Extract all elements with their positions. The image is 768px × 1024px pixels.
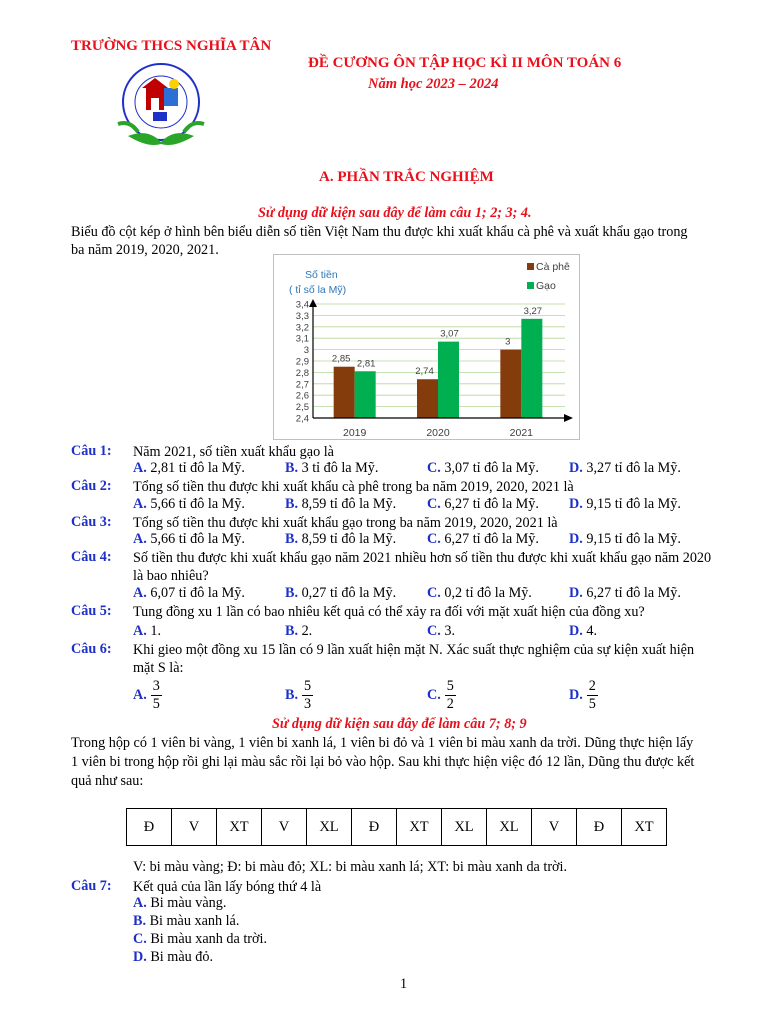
- question-5-option-b[interactable]: B. 2.: [285, 623, 313, 639]
- result-cell: V: [262, 809, 307, 846]
- instruction-2: Sử dụng dữ kiện sau đây để làm câu 7; 8; 9: [272, 716, 527, 732]
- fraction: $\frac{3}{5}$: [152, 678, 160, 712]
- question-4-option-c[interactable]: C. 0,2 tỉ đô la Mỹ.: [427, 585, 532, 601]
- fraction: $\frac{5}{2}$: [446, 678, 454, 712]
- question-6-option-c[interactable]: C. $\frac{5}{2}$: [427, 678, 454, 712]
- question-2-text: Tổng số tiền thu được khi xuất khẩu cà phê trong ba năm 2019, 2020, 2021 là: [133, 479, 574, 495]
- question-7-text: Kết quả của lần lấy bóng thứ 4 là: [133, 879, 322, 895]
- question-6-label: Câu 6:: [71, 641, 112, 657]
- result-cell: XT: [397, 809, 442, 846]
- x-tick-label: 2020: [426, 427, 450, 439]
- intro-1-line-2: ba năm 2019, 2020, 2021.: [71, 242, 219, 258]
- question-5-text: Tung đồng xu 1 lần có bao nhiêu kết quả có thể xảy ra đối với mặt xuất hiện của đồng xu?: [133, 604, 645, 620]
- y-tick-label: 2,5: [295, 402, 309, 414]
- question-4-text-line-2: là bao nhiêu?: [133, 568, 209, 584]
- question-3-text: Tổng số tiền thu được khi xuất khẩu gạo trong ba năm 2019, 2020, 2021 là: [133, 515, 558, 531]
- question-1-option-b[interactable]: B. 3 tỉ đô la Mỹ.: [285, 460, 379, 476]
- intro-2-line-2: 1 viên bi trong hộp rồi ghi lại màu sắc rồi lại bỏ vào hộp. Sau khi thực hiện việc đó 12 lần, Dũng thu được kết: [71, 754, 695, 770]
- y-tick-label: 2,9: [295, 356, 309, 368]
- bar-coffee-2021: [500, 350, 521, 418]
- question-6-text-line-1: Khi gieo một đồng xu 15 lần có 9 lần xuất hiện mặt N. Xác suất thực nghiệm của sự kiện xuất hiện: [133, 642, 695, 658]
- data-label: 3: [505, 336, 511, 348]
- question-2-option-c[interactable]: C. 6,27 tỉ đô la Mỹ.: [427, 496, 539, 512]
- question-4-option-d[interactable]: D. 6,27 tỉ đô la Mỹ.: [569, 585, 681, 601]
- school-logo: [108, 58, 214, 158]
- question-7-option-c[interactable]: C. Bi màu xanh da trời.: [133, 931, 267, 947]
- bar-rice-2021: [521, 319, 542, 418]
- result-cell: V: [172, 809, 217, 846]
- data-label: 3,07: [440, 328, 459, 340]
- question-1-option-a[interactable]: A. 2,81 tỉ đô la Mỹ.: [133, 460, 245, 476]
- result-cell: Đ: [352, 809, 397, 846]
- result-cell: XL: [487, 809, 532, 846]
- legend-label-rice: Gạo: [536, 280, 556, 292]
- intro-2-line-1: Trong hộp có 1 viên bi vàng, 1 viên bi xanh lá, 1 viên bi đỏ và 1 viên bi màu xanh da trời. Dũng thực hiện lấy: [71, 735, 694, 751]
- school-year: Năm học 2023 – 2024: [368, 76, 499, 92]
- question-2-option-a[interactable]: A. 5,66 tỉ đô la Mỹ.: [133, 496, 245, 512]
- result-cell: V: [532, 809, 577, 846]
- y-tick-label: 3,1: [295, 333, 309, 345]
- double-bar-chart: [273, 254, 580, 440]
- y-tick-label: 3: [303, 345, 309, 357]
- result-cell: XL: [307, 809, 352, 846]
- question-6-option-a[interactable]: A. $\frac{3}{5}$: [133, 678, 160, 712]
- question-6-option-d[interactable]: D. $\frac{2}{5}$: [569, 678, 596, 712]
- x-tick-label: 2021: [509, 427, 534, 439]
- question-7-label: Câu 7:: [71, 878, 112, 894]
- bar-coffee-2019: [334, 367, 355, 418]
- y-tick-label: 2,4: [295, 413, 309, 425]
- question-3-label: Câu 3:: [71, 514, 112, 530]
- question-3-option-a[interactable]: A. 5,66 tỉ đô la Mỹ.: [133, 531, 245, 547]
- question-1-text: Năm 2021, số tiền xuất khẩu gạo là: [133, 444, 334, 460]
- question-6-option-b[interactable]: B. $\frac{5}{3}$: [285, 678, 312, 712]
- question-7-option-d[interactable]: D. Bi màu đỏ.: [133, 949, 214, 965]
- instruction-1: Sử dụng dữ kiện sau đây để làm câu 1; 2; 3; 4.: [258, 205, 532, 221]
- question-3-option-c[interactable]: C. 6,27 tỉ đô la Mỹ.: [427, 531, 539, 547]
- result-cell: XT: [217, 809, 262, 846]
- x-tick-label: 2019: [342, 427, 367, 439]
- intro-1-line-1: Biểu đồ cột kép ở hình bên biểu diễn số tiền Việt Nam thu được khi xuất khẩu cà phê và xuất khẩu gạo trong: [71, 224, 688, 240]
- question-3-option-d[interactable]: D. 9,15 tỉ đô la Mỹ.: [569, 531, 681, 547]
- question-4-text-line-1: Số tiền thu được khi xuất khẩu gạo năm 2021 nhiều hơn số tiền thu được khi xuất khẩu gạo năm 2020: [133, 550, 712, 566]
- data-label: 2,85: [331, 353, 351, 365]
- bar-coffee-2020: [417, 379, 438, 418]
- y-tick-label: 2,8: [295, 367, 309, 379]
- question-4-option-b[interactable]: B. 0,27 tỉ đô la Mỹ.: [285, 585, 397, 601]
- data-label: 3,27: [523, 305, 543, 317]
- question-2-label: Câu 2:: [71, 478, 112, 494]
- data-label: 2,81: [356, 358, 376, 370]
- bar-rice-2019: [355, 371, 376, 418]
- section-a-heading: A. PHẦN TRẮC NGHIỆM: [319, 169, 494, 185]
- result-cell: XT: [622, 809, 667, 846]
- page-number: 1: [400, 976, 408, 992]
- bar-rice-2020: [438, 342, 459, 418]
- y-axis-title-line-2: ( tỉ số la Mỹ): [289, 284, 347, 296]
- question-5-option-d[interactable]: D. 4.: [569, 623, 597, 639]
- y-tick-label: 3,3: [295, 310, 309, 322]
- document-title: ĐỀ CƯƠNG ÔN TẬP HỌC KÌ II MÔN TOÁN 6: [308, 55, 622, 71]
- question-6-text-line-2: mặt S là:: [133, 660, 184, 676]
- question-1-label: Câu 1:: [71, 443, 112, 459]
- question-2-option-d[interactable]: D. 9,15 tỉ đô la Mỹ.: [569, 496, 681, 512]
- question-7-option-a[interactable]: A. Bi màu vàng.: [133, 895, 227, 911]
- question-7-option-b[interactable]: B. Bi màu xanh lá.: [133, 913, 240, 929]
- question-5-label: Câu 5:: [71, 603, 112, 619]
- result-cell: Đ: [127, 809, 172, 846]
- result-cell: XL: [442, 809, 487, 846]
- question-5-option-a[interactable]: A. 1.: [133, 623, 161, 639]
- school-name: TRƯỜNG THCS NGHĨA TÂN: [71, 38, 272, 54]
- question-4-label: Câu 4:: [71, 549, 112, 565]
- question-5-option-c[interactable]: C. 3.: [427, 623, 455, 639]
- y-tick-label: 2,7: [295, 379, 309, 391]
- y-tick-label: 2,6: [295, 390, 309, 402]
- question-4-option-a[interactable]: A. 6,07 tỉ đô la Mỹ.: [133, 585, 245, 601]
- color-legend-note: V: bi màu vàng; Đ: bi màu đỏ; XL: bi màu xanh lá; XT: bi màu xanh da trời.: [133, 859, 568, 875]
- legend-label-coffee: Cà phê: [536, 261, 570, 273]
- data-label: 2,74: [415, 366, 434, 378]
- question-2-option-b[interactable]: B. 8,59 tỉ đô la Mỹ.: [285, 496, 397, 512]
- question-1-option-c[interactable]: C. 3,07 tỉ đô la Mỹ.: [427, 460, 539, 476]
- result-cell: Đ: [577, 809, 622, 846]
- fraction: $\frac{2}{5}$: [588, 678, 596, 712]
- y-axis-title-line-1: Số tiền: [305, 269, 338, 281]
- fraction: $\frac{5}{3}$: [304, 678, 312, 712]
- y-tick-label: 3,2: [295, 322, 309, 334]
- intro-2-line-3: quả như sau:: [71, 773, 144, 789]
- question-3-option-b[interactable]: B. 8,59 tỉ đô la Mỹ.: [285, 531, 397, 547]
- y-tick-label: 3,4: [295, 299, 309, 311]
- legend-swatch-coffee: [527, 263, 534, 270]
- draw-results-table: [126, 808, 667, 846]
- question-1-option-d[interactable]: D. 3,27 tỉ đô la Mỹ.: [569, 460, 681, 476]
- legend-swatch-rice: [527, 282, 534, 289]
